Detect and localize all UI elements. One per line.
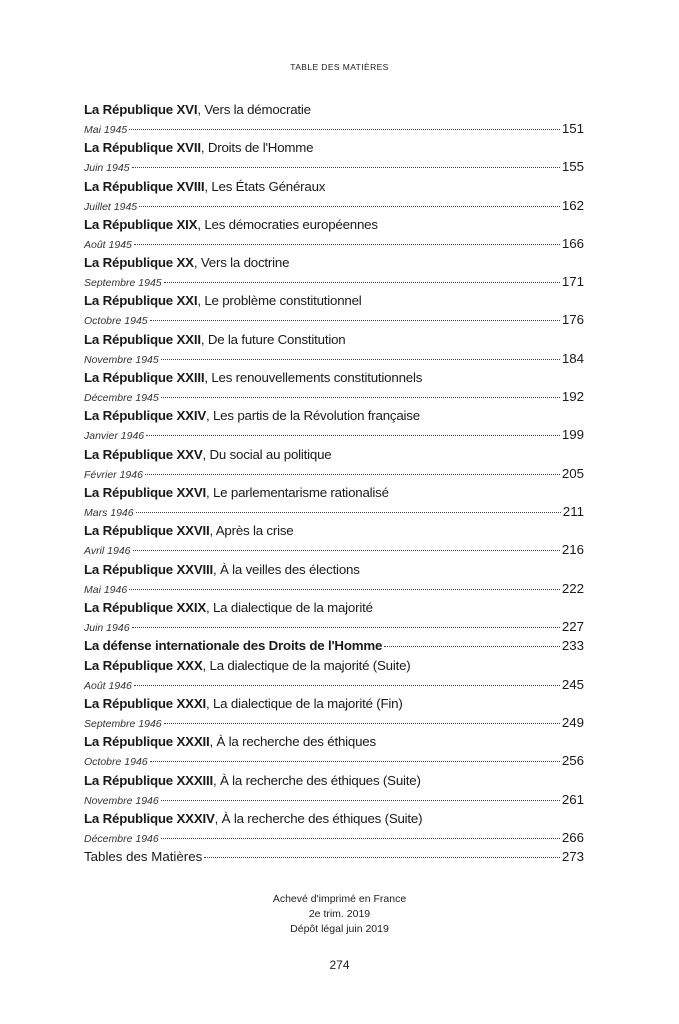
toc-entry-subtitle: , Droits de l'Homme (200, 140, 314, 156)
leader-dots (161, 397, 560, 398)
toc-entry-date: Avril 1946 (84, 545, 131, 558)
toc-entry-subtitle: , Le problème constitutionnel (197, 293, 362, 309)
toc-entry-subtitle: , Le parlementarisme rationalisé (206, 484, 389, 500)
toc-entry[interactable] (84, 809, 584, 847)
leader-dots (164, 282, 560, 283)
toc-entry[interactable] (84, 406, 584, 444)
toc-entry[interactable] (84, 215, 584, 253)
colophon-legal-deposit: Dépôt légal juin 2019 (290, 923, 389, 935)
toc-entry-leader (84, 273, 584, 291)
toc-entry-republic-number: La République XXII (84, 331, 201, 347)
toc-entry-subtitle: , La dialectique de la majorité (Suite) (202, 657, 411, 673)
toc-page-number: 222 (561, 580, 584, 596)
toc-entry-republic-number: La République XXIII (84, 370, 205, 386)
toc-entry[interactable] (84, 253, 584, 291)
toc-entry-date: Octobre 1945 (84, 315, 148, 328)
toc-entry-title (84, 732, 584, 752)
colophon-quarter: 2e trim. 2019 (308, 908, 371, 920)
running-head: TABLE DES MATIÈRES (290, 62, 389, 72)
toc-entry-title (84, 598, 584, 618)
toc-entry[interactable] (84, 177, 584, 215)
toc-entry-subtitle: , Les démocraties européennes (197, 216, 378, 232)
toc-entry-subtitle: , À la recherche des éthiques (Suite) (213, 772, 421, 788)
toc-entry-date: Juin 1945 (84, 162, 130, 175)
toc-page-number: 266 (561, 829, 584, 845)
toc-entry-leader (84, 580, 584, 598)
toc-entry[interactable] (84, 138, 584, 176)
toc-entry-leader (84, 714, 584, 732)
toc-page-number: 155 (561, 159, 584, 175)
toc-entry-leader (84, 197, 584, 215)
toc-entry-title (84, 560, 584, 580)
leader-dots (132, 167, 560, 168)
toc-entry-title (84, 694, 584, 714)
toc-entry[interactable] (84, 100, 584, 138)
toc-entry[interactable] (84, 560, 584, 598)
toc-entry-subtitle: , Vers la démocratie (197, 102, 311, 117)
toc-entry-title (84, 521, 584, 541)
leader-dots (161, 359, 560, 360)
toc-entry-title (84, 253, 584, 273)
toc-entry-title (84, 215, 584, 235)
toc-page-number: 162 (561, 197, 584, 213)
toc-page-number: 273 (561, 849, 584, 865)
toc-entry-leader (84, 791, 584, 809)
leader-dots (145, 474, 560, 475)
toc-entry-title (84, 100, 584, 120)
leader-dots (136, 512, 561, 513)
toc-entry-leader (84, 829, 584, 847)
toc-entry-subtitle: , Vers la doctrine (193, 255, 290, 271)
toc-entry[interactable] (84, 694, 584, 732)
toc-entry-subtitle: , Les renouvellements constitutionnels (204, 370, 423, 386)
toc-entry-date: Novembre 1945 (84, 353, 159, 366)
toc-entry-date: Janvier 1946 (84, 430, 145, 443)
toc-entry-date: Août 1946 (84, 679, 132, 692)
toc-entry-republic-number: La République XVI (84, 102, 198, 117)
toc-page-number: 261 (561, 791, 584, 807)
toc-page-number: 205 (561, 465, 584, 481)
toc-page-number: 245 (561, 676, 584, 692)
leader-dots (384, 646, 560, 647)
toc-entry-leader (84, 618, 584, 636)
leader-dots (134, 244, 560, 245)
toc-entry-republic-number: La République XIX (84, 216, 198, 232)
toc-entry-leader (84, 235, 584, 253)
toc-entry-date: Juin 1946 (84, 621, 130, 634)
toc-entry[interactable] (84, 598, 584, 636)
toc-entry-republic-number: La République XVIII (84, 178, 205, 194)
toc-entry[interactable] (84, 732, 584, 770)
toc-page-number: 176 (561, 312, 584, 328)
toc-page-number: 166 (561, 235, 584, 251)
leader-dots (139, 206, 560, 207)
toc-entry-republic-number: La République XX (84, 255, 194, 271)
toc-page-number: 249 (561, 714, 584, 730)
toc-page-number: 256 (561, 753, 584, 769)
toc-block-1 (84, 100, 584, 636)
toc-final-title: Tables des Matières (84, 849, 203, 865)
leader-dots (150, 761, 560, 762)
leader-dots (150, 320, 560, 321)
toc-entry-title (84, 177, 584, 197)
toc-entry-leader (84, 158, 584, 176)
toc-special-entry[interactable] (84, 636, 584, 656)
toc-entry-title (84, 771, 584, 791)
toc-entry-date: Juillet 1945 (84, 200, 138, 213)
toc-entry-subtitle: , Après la crise (209, 523, 294, 539)
toc-entry-date: Novembre 1946 (84, 794, 159, 807)
toc-page-number: 192 (561, 389, 584, 405)
leader-dots (132, 627, 560, 628)
toc-entry-date: Février 1946 (84, 468, 143, 481)
toc-entry-title (84, 656, 584, 676)
toc-page-number: 171 (561, 274, 584, 290)
leader-dots (146, 435, 560, 436)
toc-entry-leader (84, 752, 584, 770)
toc-special-title: La défense internationale des Droits de l'Homme (84, 638, 383, 654)
toc-entry-republic-number: La République XXVII (84, 523, 210, 539)
leader-dots (161, 800, 560, 801)
toc-entry-leader (84, 426, 584, 444)
toc-entry-republic-number: La République XXXII (84, 734, 210, 750)
toc-entry-subtitle: , À la recherche des éthiques (Suite) (214, 810, 423, 826)
page-number: 274 (329, 958, 350, 972)
colophon-printed: Achevé d'imprimé en France (272, 893, 407, 905)
toc-entry-leader (84, 676, 584, 694)
toc-entry-date: Octobre 1946 (84, 756, 148, 769)
toc-entry-leader (84, 350, 584, 368)
toc-entry-date: Décembre 1946 (84, 832, 159, 845)
toc-entry-date: Décembre 1945 (84, 392, 159, 405)
toc-entry-leader (84, 465, 584, 483)
toc-entry-date: Septembre 1946 (84, 717, 162, 730)
toc-entry-subtitle: , La dialectique de la majorité (Fin) (206, 695, 403, 711)
toc-entry-republic-number: La République XXI (84, 293, 198, 309)
toc-entry-subtitle: , À la recherche des éthiques (209, 734, 376, 750)
leader-dots (133, 550, 560, 551)
toc-final-entry[interactable] (84, 847, 584, 867)
toc-entry-republic-number: La République XVII (84, 140, 201, 156)
toc-entry[interactable] (84, 483, 584, 521)
toc-entry-republic-number: La République XXIX (84, 599, 206, 615)
toc-entry-date: Septembre 1945 (84, 277, 162, 290)
toc-entry-date: Mars 1946 (84, 506, 134, 519)
toc-entry-leader (84, 541, 584, 559)
toc-entry-subtitle: , Les partis de la Révolution française (206, 408, 420, 424)
toc-entry-date: Août 1945 (84, 238, 132, 251)
toc-entry-title (84, 445, 584, 465)
toc-entry-title (84, 483, 584, 503)
toc-entry-republic-number: La République XXX (84, 657, 203, 673)
toc-entry-republic-number: La République XXVI (84, 484, 206, 500)
toc-entry-leader (84, 120, 584, 138)
toc-entry-subtitle: , Les États Généraux (204, 178, 326, 194)
toc-page-number: 199 (561, 427, 584, 443)
toc-entry-leader (84, 311, 584, 329)
toc-entry-republic-number: La République XXVIII (84, 561, 213, 577)
toc-entry-date: Mai 1946 (84, 583, 128, 596)
toc-entry[interactable] (84, 368, 584, 406)
toc-entry-leader (84, 388, 584, 406)
leader-dots (161, 838, 560, 839)
toc-page-number: 151 (561, 121, 584, 136)
toc-entry[interactable] (84, 445, 584, 483)
toc-page-number: 211 (562, 503, 584, 519)
leader-dots (164, 723, 560, 724)
toc-entry-title (84, 406, 584, 426)
toc-entry[interactable] (84, 291, 584, 329)
toc-entry[interactable] (84, 330, 584, 368)
toc-entry-subtitle: , À la veilles des élections (213, 561, 360, 577)
toc-entry-republic-number: La République XXIV (84, 408, 206, 424)
table-of-contents (84, 100, 584, 867)
toc-entry-title (84, 291, 584, 311)
leader-dots (129, 589, 560, 590)
toc-entry-leader (84, 503, 584, 521)
toc-entry-republic-number: La République XXXIV (84, 810, 215, 826)
toc-entry[interactable] (84, 521, 584, 559)
toc-entry-title (84, 138, 584, 158)
toc-entry-subtitle: , Du social au politique (202, 446, 332, 462)
toc-page-number: 227 (561, 618, 584, 634)
toc-entry-date: Mai 1945 (84, 124, 128, 136)
toc-entry[interactable] (84, 656, 584, 694)
toc-entry-title (84, 809, 584, 829)
toc-entry-republic-number: La République XXV (84, 446, 203, 462)
toc-entry-republic-number: La République XXXIII (84, 772, 213, 788)
leader-dots (129, 129, 560, 130)
toc-entry-title (84, 330, 584, 350)
colophon (0, 892, 679, 937)
toc-page-number: 216 (561, 542, 584, 558)
toc-entry-republic-number: La République XXXI (84, 695, 206, 711)
toc-entry-subtitle: , De la future Constitution (200, 331, 346, 347)
toc-entry-subtitle: , La dialectique de la majorité (206, 599, 373, 615)
leader-dots (204, 857, 560, 858)
toc-block-2 (84, 656, 584, 847)
toc-page-number: 233 (561, 638, 584, 654)
leader-dots (134, 685, 560, 686)
toc-entry[interactable] (84, 771, 584, 809)
toc-entry-title (84, 368, 584, 388)
toc-page-number: 184 (561, 350, 584, 366)
